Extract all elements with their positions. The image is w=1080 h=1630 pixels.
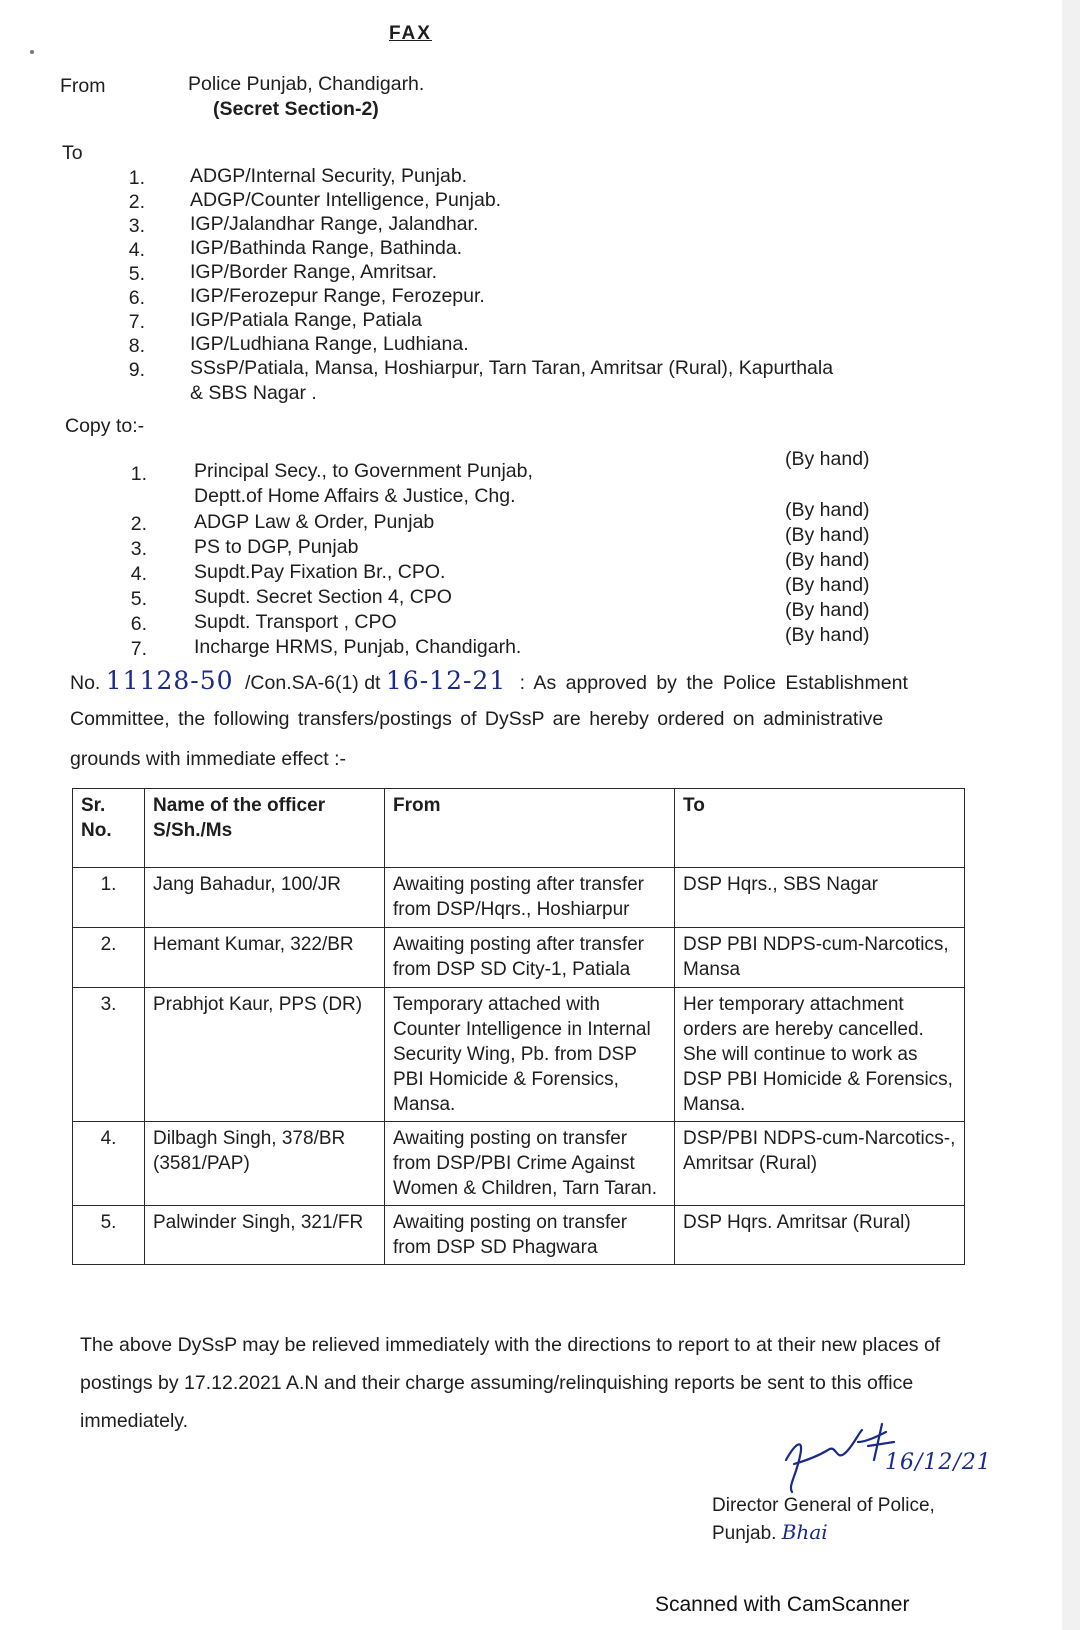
to-label: To xyxy=(62,142,83,164)
scanner-watermark: Scanned with CamScanner xyxy=(655,1593,910,1616)
delivery-note: (By hand) xyxy=(785,448,870,470)
copy-item: Incharge HRMS, Punjab, Chandigarh. xyxy=(194,636,522,658)
cell-sr: 4. xyxy=(73,1122,145,1206)
handwritten-order-number: 11128-50 xyxy=(105,666,234,695)
handwritten-order-date: 16-12-21 xyxy=(385,666,507,695)
scan-speck xyxy=(30,50,34,54)
recipient-item: IGP/Jalandhar Range, Jalandhar. xyxy=(190,213,479,235)
closing-paragraph: The above DySsP may be relieved immediately with the directions to report to at their new places of postings by 17.12.2021 A.N and their charge assuming/relinquishing reports be sent to this office immediately. xyxy=(80,1334,941,1432)
table-row xyxy=(73,868,965,928)
table-header-row xyxy=(73,789,965,868)
table-row xyxy=(73,1206,965,1265)
transfers-table xyxy=(72,788,965,1265)
table-row xyxy=(73,928,965,988)
cell-sr: 1. xyxy=(73,868,145,928)
recipient-number: 3. xyxy=(128,215,145,237)
copy-item: Supdt. Secret Section 4, CPO xyxy=(194,586,452,608)
cell-to: Her temporary attachment orders are hereby cancelled. She will continue to work as DSP PBI Homicide & Forensics, Mansa. xyxy=(675,988,965,1122)
cell-name: Prabhjot Kaur, PPS (DR) xyxy=(145,988,385,1122)
recipient-number: 4. xyxy=(128,239,145,261)
delivery-note: (By hand) xyxy=(785,574,870,596)
copy-number: 4. xyxy=(130,563,147,585)
cell-from: Awaiting posting on transfer from DSP/PBI Crime Against Women & Children, Tarn Taran. xyxy=(385,1122,675,1206)
cell-name: Jang Bahadur, 100/JR xyxy=(145,868,385,928)
recipient-item: IGP/Bathinda Range, Bathinda. xyxy=(190,237,463,259)
recipient-item-continued: & SBS Nagar . xyxy=(190,382,317,404)
recipient-item: ADGP/Internal Security, Punjab. xyxy=(190,165,468,187)
cell-name: Dilbagh Singh, 378/BR (3581/PAP) xyxy=(145,1122,385,1206)
recipient-item: IGP/Border Range, Amritsar. xyxy=(190,261,438,283)
copy-item: Supdt. Transport , CPO xyxy=(194,611,397,633)
delivery-note: (By hand) xyxy=(785,624,870,646)
copy-number: 6. xyxy=(130,613,147,635)
col-header-to: To xyxy=(675,789,965,868)
table-row xyxy=(73,1122,965,1206)
delivery-note: (By hand) xyxy=(785,499,870,521)
order-reference: /Con.SA-6(1) dt xyxy=(245,672,381,694)
order-line1-text: : As approved by the Police Establishment xyxy=(519,672,908,694)
order-number-line xyxy=(70,666,908,695)
copy-number: 3. xyxy=(130,538,147,560)
scan-edge xyxy=(1062,0,1080,1630)
cell-from: Temporary attached with Counter Intelligence in Internal Security Wing, Pb. from DSP PBI Homicide & Forensics, Mansa. xyxy=(385,988,675,1122)
handwritten-initial: Bhai xyxy=(781,1520,828,1544)
delivery-note: (By hand) xyxy=(785,599,870,621)
signatory-designation xyxy=(712,1492,935,1547)
recipient-number: 7. xyxy=(128,311,145,333)
cell-to: DSP PBI NDPS-cum-Narcotics, Mansa xyxy=(675,928,965,988)
cell-sr: 3. xyxy=(73,988,145,1122)
cell-to: DSP Hqrs., SBS Nagar xyxy=(675,868,965,928)
order-line3: grounds with immediate effect :- xyxy=(70,748,347,770)
cell-from: Awaiting posting on transfer from DSP SD Phagwara xyxy=(385,1206,675,1265)
recipient-item: IGP/Patiala Range, Patiala xyxy=(190,309,422,331)
recipient-number: 5. xyxy=(128,263,145,285)
copy-item: PS to DGP, Punjab xyxy=(194,536,359,558)
document-title: FAX xyxy=(389,23,432,44)
from-label: From xyxy=(60,75,106,97)
order-no-label: No. xyxy=(70,672,101,694)
table-row xyxy=(73,988,965,1122)
copy-to-label: Copy to:- xyxy=(65,415,145,437)
cell-name: Palwinder Singh, 321/FR xyxy=(145,1206,385,1265)
col-header-from: From xyxy=(385,789,675,868)
from-section: (Secret Section-2) xyxy=(213,98,379,120)
copy-number: 2. xyxy=(130,513,147,535)
recipient-item: ADGP/Counter Intelligence, Punjab. xyxy=(190,189,502,211)
cell-from: Awaiting posting after transfer from DSP SD City-1, Patiala xyxy=(385,928,675,988)
cell-from: Awaiting posting after transfer from DSP/Hqrs., Hoshiarpur xyxy=(385,868,675,928)
recipient-item: IGP/Ludhiana Range, Ludhiana. xyxy=(190,333,469,355)
recipient-number: 6. xyxy=(128,287,145,309)
cell-sr: 2. xyxy=(73,928,145,988)
delivery-note: (By hand) xyxy=(785,549,870,571)
cell-to: DSP/PBI NDPS-cum-Narcotics-, Amritsar (Rural) xyxy=(675,1122,965,1206)
order-line2: Committee, the following transfers/postings of DySsP are hereby ordered on administrative xyxy=(70,708,884,730)
recipient-number: 2. xyxy=(128,191,145,213)
recipient-number: 1. xyxy=(128,167,145,189)
copy-number: 7. xyxy=(130,638,147,660)
delivery-note: (By hand) xyxy=(785,524,870,546)
col-header-name: Name of the officer S/Sh./Ms xyxy=(145,789,385,868)
from-value: Police Punjab, Chandigarh. xyxy=(188,73,425,95)
copy-number: 5. xyxy=(130,588,147,610)
handwritten-signature-date: 16/12/21 xyxy=(885,1450,992,1475)
copy-item: Principal Secy., to Government Punjab, xyxy=(194,460,533,482)
cell-to: DSP Hqrs. Amritsar (Rural) xyxy=(675,1206,965,1265)
copy-item-continued: Deptt.of Home Affairs & Justice, Chg. xyxy=(194,485,516,507)
recipient-item: IGP/Ferozepur Range, Ferozepur. xyxy=(190,285,485,307)
cell-sr: 5. xyxy=(73,1206,145,1265)
recipient-number: 9. xyxy=(128,359,145,381)
copy-number: 1. xyxy=(130,463,147,485)
copy-item: ADGP Law & Order, Punjab xyxy=(194,511,435,533)
col-header-sr: Sr. No. xyxy=(73,789,145,868)
cell-name: Hemant Kumar, 322/BR xyxy=(145,928,385,988)
recipient-item: SSsP/Patiala, Mansa, Hoshiarpur, Tarn Taran, Amritsar (Rural), Kapurthala xyxy=(190,357,834,379)
copy-item: Supdt.Pay Fixation Br., CPO. xyxy=(194,561,446,583)
designation-line1: Director General of Police, xyxy=(712,1495,935,1516)
recipient-number: 8. xyxy=(128,335,145,357)
designation-line2: Punjab. xyxy=(712,1523,777,1544)
